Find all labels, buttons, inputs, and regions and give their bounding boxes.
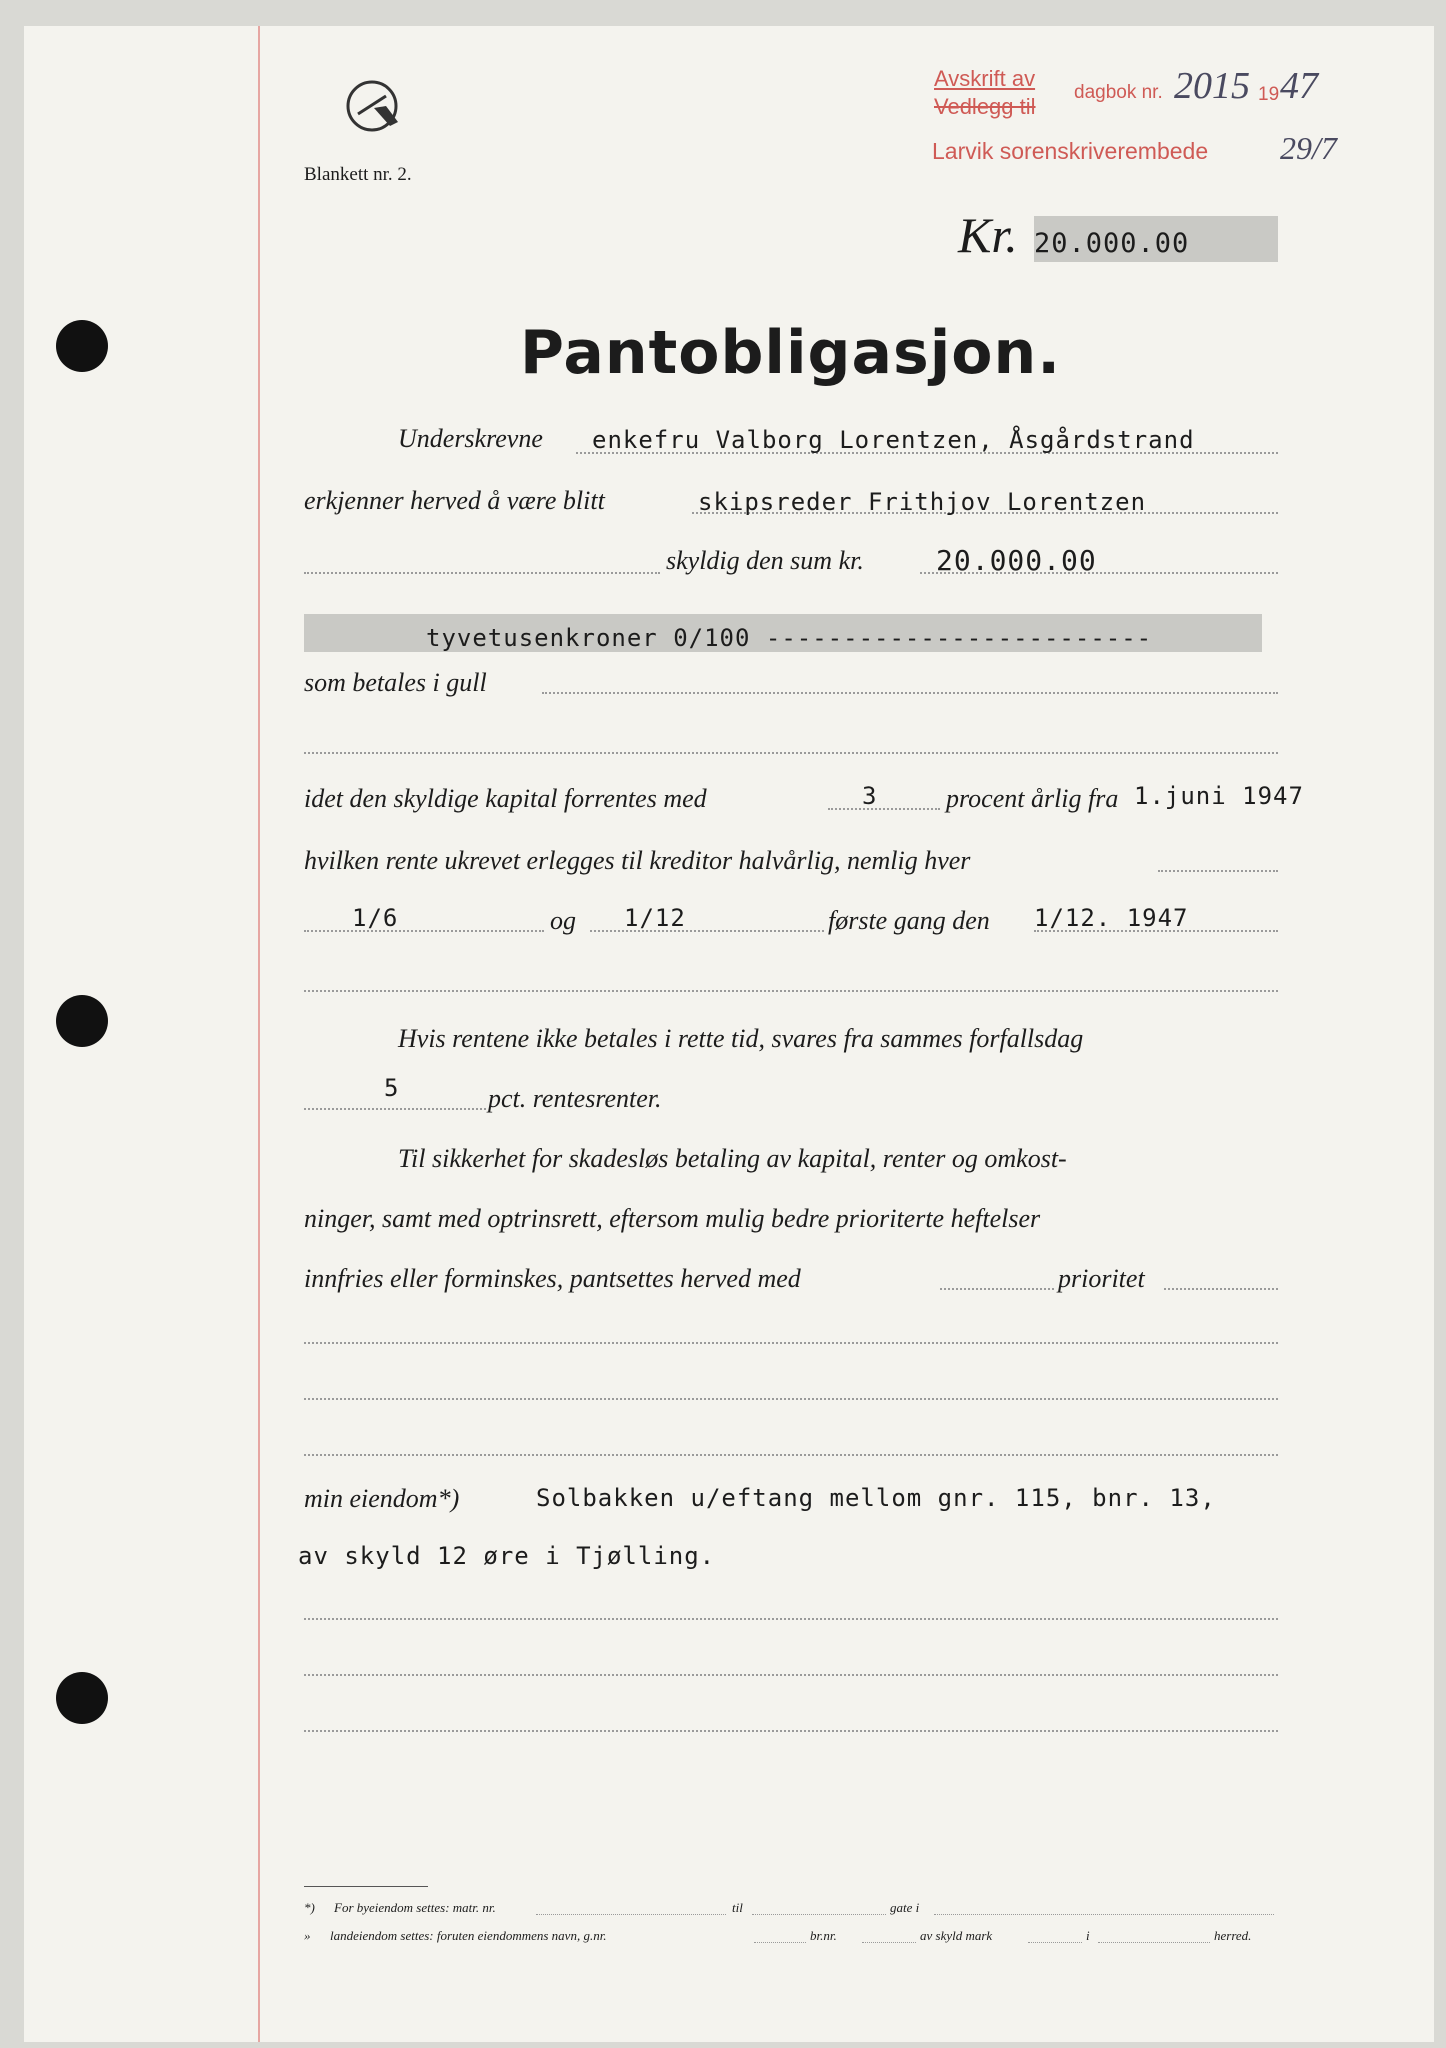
punch-hole [56, 1672, 108, 1724]
dotted-line [304, 1674, 1278, 1676]
erkjenner-label: erkjenner herved å være blitt [304, 486, 605, 515]
dotted-line [542, 692, 1278, 694]
kapital-label-a: idet den skyldige kapital forrentes med [304, 784, 707, 813]
gull-label: som betales i gull [304, 668, 487, 697]
from-value: 1.juni 1947 [1134, 782, 1304, 810]
pct-label: pct. rentesrenter. [488, 1084, 662, 1113]
kapital-label-b: procent årlig fra [946, 784, 1119, 813]
dotted-line [934, 1914, 1274, 1915]
margin-line [258, 26, 260, 2042]
og-label: og [550, 906, 576, 935]
kr-label: Kr. [958, 207, 1018, 263]
dotted-line [1164, 1288, 1278, 1290]
dotted-line [304, 990, 1278, 992]
pct-value: 5 [384, 1074, 400, 1102]
footnote-line2e: herred. [1214, 1928, 1252, 1943]
footnote-line1a: For byeiendom settes: matr. nr. [334, 1900, 496, 1915]
dotted-line [1158, 870, 1278, 872]
forste-label: første gang den [828, 906, 990, 935]
stamp-line2: Vedlegg til [934, 94, 1036, 119]
stamp-line1: Avskrift av [934, 66, 1036, 91]
punch-hole [56, 995, 108, 1047]
dotted-line [304, 930, 544, 932]
dotted-line [752, 1914, 886, 1915]
dotted-line [304, 1398, 1278, 1400]
footnote-mark: *) [304, 1900, 315, 1915]
rente-label: hvilken rente ukrevet erlegges til kreditor halvårlig, nemlig hver [304, 846, 971, 875]
term2-value: 1/12 [624, 904, 686, 932]
dotted-line [304, 1730, 1278, 1732]
first-value: 1/12. 1947 [1034, 904, 1189, 932]
dotted-line [940, 1288, 1054, 1290]
dotted-line [754, 1942, 806, 1943]
sikker-line3b: prioritet [1058, 1264, 1145, 1293]
skyldig-value: 20.000.00 [936, 544, 1097, 577]
term1-value: 1/6 [352, 904, 399, 932]
hvis-label: Hvis rentene ikke betales i rette tid, svares fra sammes forfallsdag [398, 1024, 1084, 1053]
punch-hole [56, 320, 108, 372]
erkjenner-value: skipsreder Frithjov Lorentzen [698, 488, 1147, 516]
sikker-line3a: innfries eller forminskes, pantsettes herved med [304, 1264, 801, 1293]
form-label: Blankett nr. 2. [304, 164, 412, 185]
stamp-dagbok: dagbok nr. [1074, 82, 1163, 103]
dotted-line [862, 1942, 916, 1943]
document-title: Pantobligasjon. [520, 318, 1061, 388]
footnote-line1b: til [732, 1900, 743, 1915]
dotted-line [536, 1914, 726, 1915]
footnote-rule [304, 1886, 428, 1887]
eiendom-value2: av skyld 12 øre i Tjølling. [298, 1542, 716, 1570]
sikker-line1: Til sikkerhet for skadesløs betaling av kapital, renter og omkost- [398, 1144, 1067, 1173]
dotted-line [1098, 1942, 1210, 1943]
dotted-line [828, 808, 940, 810]
footnote-line2a: landeiendom settes: foruten eiendommens navn, g.nr. [330, 1928, 607, 1943]
year-stamp: 19 [1258, 84, 1280, 105]
dotted-line [304, 1618, 1278, 1620]
eiendom-value1: Solbakken u/eftang mellom gnr. 115, bnr. 13, [536, 1484, 1216, 1512]
year-hand: 47 [1280, 65, 1318, 107]
dotted-line [304, 752, 1278, 754]
dotted-line [304, 1342, 1278, 1344]
dotted-line [304, 572, 660, 574]
seal-logo [344, 78, 410, 140]
skyldig-label: skyldig den sum kr. [666, 546, 864, 575]
dotted-line [1028, 1942, 1082, 1943]
sikker-line2: ninger, samt med optrinsrett, eftersom mulig bedre prioriterte heftelser [304, 1204, 1041, 1233]
rate-value: 3 [862, 782, 878, 810]
date-hand: 29/7 [1280, 130, 1337, 166]
footnote-line2d: i [1086, 1928, 1090, 1943]
dotted-line [304, 1454, 1278, 1456]
underskrevne-value: enkefru Valborg Lorentzen, Åsgårdstrand [592, 426, 1195, 454]
underskrevne-label: Underskrevne [398, 424, 543, 453]
dagbok-number: 2015 [1174, 65, 1250, 107]
footnote-line2b: br.nr. [810, 1928, 837, 1943]
stamp-office: Larvik sorenskriverembede [932, 138, 1209, 164]
dotted-line [304, 1108, 486, 1110]
footnote-line1c: gate i [890, 1900, 920, 1915]
eiendom-label: min eiendom*) [304, 1484, 460, 1513]
footnote-mark: » [304, 1928, 311, 1943]
words-value: tyvetusenkroner 0/100 ------------------------- [426, 624, 1153, 652]
kr-value: 20.000.00 [1034, 228, 1190, 259]
footnote-line2c: av skyld mark [920, 1928, 993, 1943]
